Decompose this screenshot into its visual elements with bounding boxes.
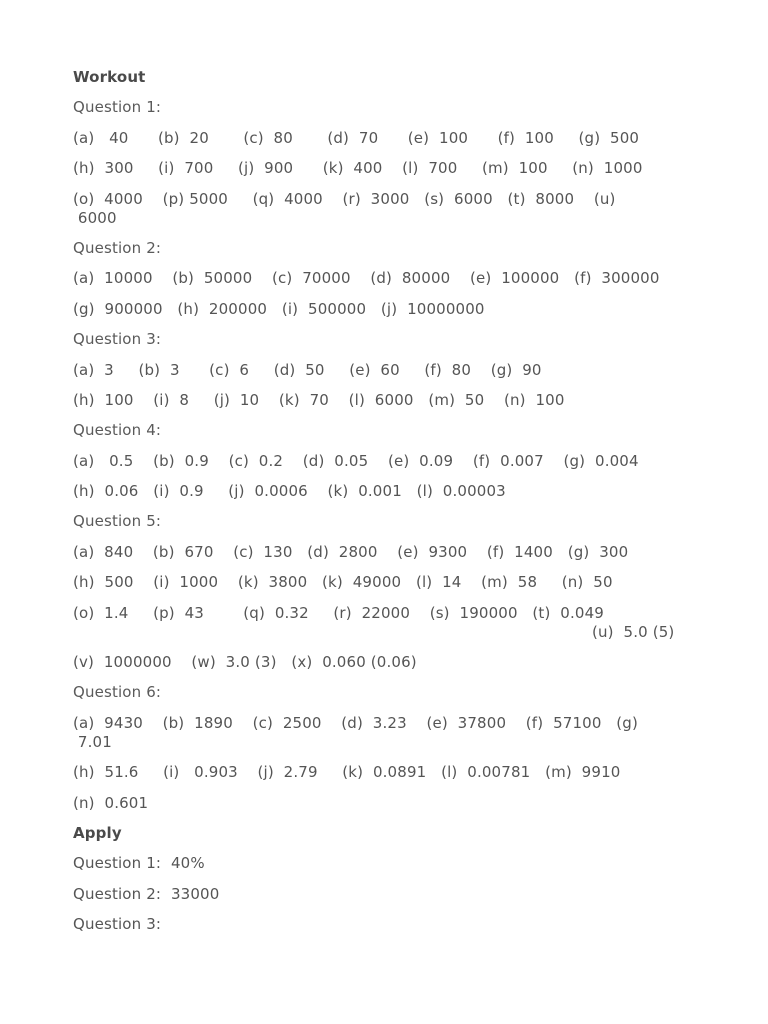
question-2-label: Question 2: [73, 238, 162, 257]
question-5-answers-line-1: (a) 840 (b) 670 (c) 130 (d) 2800 (e) 9300 (f) 1400 (g) 300 [73, 542, 629, 561]
question-1-label: Question 1: [73, 98, 162, 117]
question-4-answers-line-2: (h) 0.06 (i) 0.9 (j) 0.0006 (k) 0.001 (l) 0.00003 [73, 482, 506, 501]
question-1-answers-line-2: (h) 300 (i) 700 (j) 900 (k) 400 (l) 700 (m) 100 (n) 1000 [73, 159, 643, 178]
workout-heading: Workout [73, 68, 146, 86]
question-4-label: Question 4: [73, 421, 162, 440]
question-3-answers-line-1: (a) 3 (b) 3 (c) 6 (d) 50 (e) 60 (f) 80 (g) 90 [73, 360, 542, 379]
question-5-answers-line-4: (u) 5.0 (5) [592, 622, 675, 641]
apply-question-3: Question 3: [73, 915, 162, 934]
question-5-answers-line-2: (h) 500 (i) 1000 (k) 3800 (k) 49000 (l) 14 (m) 58 (n) 50 [73, 573, 613, 592]
document-page [73, 68, 713, 946]
question-5-label: Question 5: [73, 512, 162, 531]
question-1-answers-line-1: (a) 40 (b) 20 (c) 80 (d) 70 (e) 100 (f) 100 (g) 500 [73, 128, 640, 147]
apply-question-2: Question 2: 33000 [73, 884, 220, 903]
question-3-label: Question 3: [73, 330, 162, 349]
question-5-answers-line-3: (o) 1.4 (p) 43 (q) 0.32 (r) 22000 (s) 190000 (t) 0.049 [73, 603, 604, 622]
question-4-answers-line-1: (a) 0.5 (b) 0.9 (c) 0.2 (d) 0.05 (e) 0.09 (f) 0.007 (g) 0.004 [73, 451, 639, 470]
question-6-label: Question 6: [73, 683, 162, 702]
question-6-answers-line-1: (a) 9430 (b) 1890 (c) 2500 (d) 3.23 (e) 37800 (f) 57100 (g) 7.01 [73, 713, 638, 751]
question-1-answers-line-3: (o) 4000 (p) 5000 (q) 4000 (r) 3000 (s) 6000 (t) 8000 (u) 6000 [73, 189, 616, 227]
question-6-answers-line-2: (h) 51.6 (i) 0.903 (j) 2.79 (k) 0.0891 (l) 0.00781 (m) 9910 [73, 763, 621, 782]
apply-question-1: Question 1: 40% [73, 854, 205, 873]
question-3-answers-line-2: (h) 100 (i) 8 (j) 10 (k) 70 (l) 6000 (m) 50 (n) 100 [73, 390, 565, 409]
question-5-answers-line-5: (v) 1000000 (w) 3.0 (3) (x) 0.060 (0.06) [73, 653, 417, 672]
question-2-answers-line-2: (g) 900000 (h) 200000 (i) 500000 (j) 10000000 [73, 299, 485, 318]
question-2-answers-line-1: (a) 10000 (b) 50000 (c) 70000 (d) 80000 (e) 100000 (f) 300000 [73, 269, 660, 288]
apply-heading: Apply [73, 823, 122, 842]
question-6-answers-line-3: (n) 0.601 [73, 793, 149, 812]
